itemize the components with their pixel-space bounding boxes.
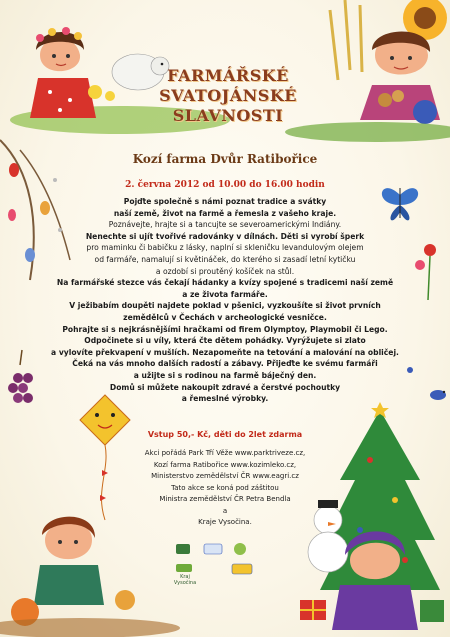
poster-title-line-2: SVATOJÁNSKÉ <box>159 86 297 105</box>
bird-illustration <box>430 390 446 400</box>
description-line: a ze života farmáře. <box>182 289 268 299</box>
organizer-line: a <box>222 506 228 515</box>
girl-with-bread-illustration <box>285 0 450 142</box>
description-line: Domů si můžete nakoupit zdravé a čerstvé pochoutky <box>109 382 341 392</box>
description-line: naší země, život na farmě a řemesla z vašeho kraje. <box>113 208 337 218</box>
description-line: a vylovíte překvapení v mušlích. Nezapomeňte na tetování a malování na obličej. <box>51 347 399 357</box>
organizer-line: Kozí farma Ratibořice www.kozimleko.cz, <box>153 460 297 469</box>
description-line: pro maminku či babičku z lásky, naplní si skleničku levandulovým olejem <box>86 243 364 253</box>
description-line: Pohrajte si s nejkrásnějšími hračkami od firem Olymptoy, Playmobil či Lego. <box>62 324 388 334</box>
description-line: od farmáře, namalují si květináček, do kterého si zasadí letní kytičku <box>94 254 356 264</box>
poster-subtitle: Kozí farma Dvůr Ratibořice <box>132 152 318 166</box>
description-line: Pojďte společně s námi poznat tradice a svátky <box>123 197 327 206</box>
organizer-line: Kraje Vysočina. <box>198 518 252 526</box>
organizers-block <box>90 448 360 529</box>
flowers-illustration <box>407 244 436 373</box>
description-line: a ozdobí si proutěný košíček na stůl. <box>155 266 295 276</box>
entry-fee: Vstup 50,- Kč, děti do 2let zdarma <box>147 430 303 439</box>
description-line: a užijte si s rodinou na farmě báječný den. <box>133 370 317 380</box>
sponsor-logos <box>170 540 280 590</box>
description-line: V ježibabím doupěti najdete poklad v pšenici, vyzkoušíte si život prvních <box>69 301 381 311</box>
event-description <box>40 196 410 405</box>
organizer-line: Ministerstvo zemědělství ČR www.eagri.cz <box>151 472 299 480</box>
autumn-girl-illustration <box>0 517 180 637</box>
event-date: 2. června 2012 od 10.00 do 16.00 hodin <box>125 180 325 190</box>
description-line: Čeká na vás mnoho dalších radostí a zábavy. Přijeďte ke svému farmáři <box>72 359 378 369</box>
description-line: Poznávejte, hrajte si a tancujte se severoamerickými Indiány. <box>108 220 342 230</box>
organizer-line: Tato akce se koná pod záštitou <box>171 483 279 492</box>
grapes-illustration <box>8 350 33 403</box>
description-line: zemědělců v Čechách v archeologické vesničce. <box>123 312 327 322</box>
organizer-line: Ministra zemědělství ČR Petra Bendla <box>159 495 291 503</box>
organizer-line: Akci pořádá Park Tří Věže www.parktriveze.cz, <box>144 449 306 457</box>
description-line: a řemeslné výrobky. <box>181 394 269 404</box>
poster-title-line-3: SLAVNOSTI <box>172 106 284 125</box>
description-line: Nenechte si ujít tvořivé radovánky v dílnách. Děti si vyrobí šperk <box>85 231 365 241</box>
description-line: Odpočinete si u víly, která čte dětem pohádky. Vyrýžujete si zlato <box>84 336 366 346</box>
kraj-vysocina-logo-label: Kraj Vysočina <box>173 574 197 586</box>
poster-title-line-1: FARMÁŘSKÉ <box>167 66 289 85</box>
description-line: Na farmářské stezce vás čekají hádanky a kvízy spojené s tradicemi naší země <box>56 278 394 288</box>
